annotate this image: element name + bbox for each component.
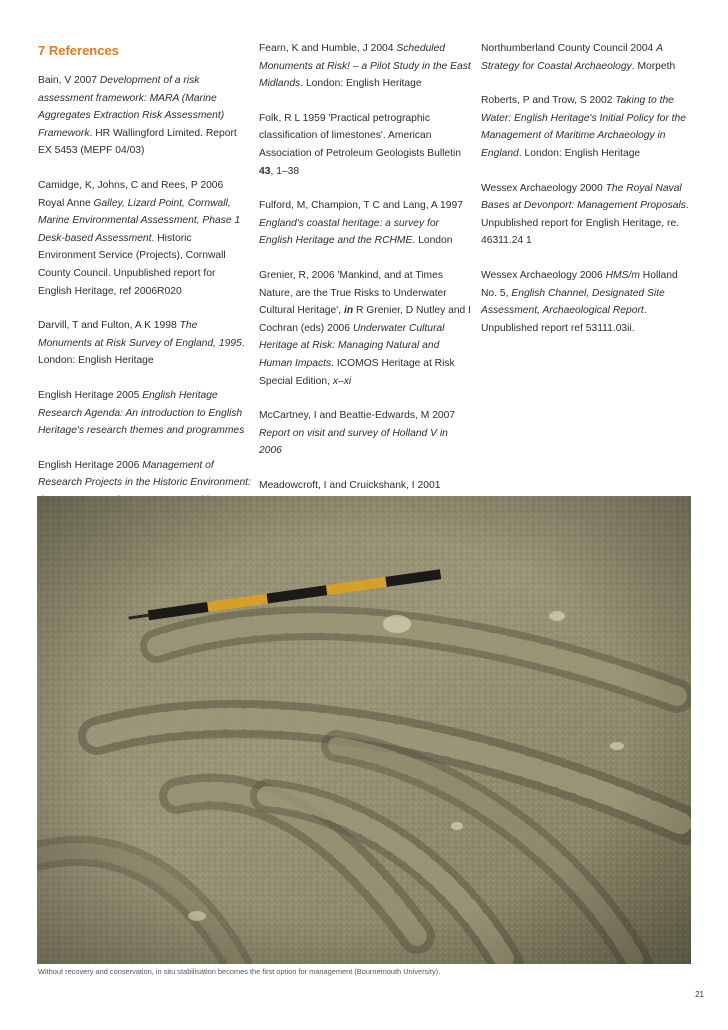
- photo-caption: Without recovery and conservation, in situ stabilisation becomes the first option for management (Bournemouth University).: [38, 967, 441, 976]
- reference-entry: Camidge, K, Johns, C and Rees, P 2006 Royal Anne Galley, Lizard Point, Cornwall, Marine Environmental Assessment, Phase 1 Desk-based Assessment. Historic Environment Service (Projects), Cornwall County Council. Unpublished report for English Heritage, ref 2006R020: [38, 179, 241, 297]
- reference-entry: English Heritage 2006 Management of Research Projects in the Historic Environment:: [38, 459, 251, 489]
- reference-entry: Northumberland County Council 2004 A Strategy for Coastal Archaeology. Morpeth: [481, 43, 676, 72]
- reference-entry: Meadowcroft, I and Cruickshank, I 2001: [259, 479, 441, 491]
- reference-entry: English Heritage 2005 English Heritage Research Agenda: An introduction to English Heritage's research themes and programmes: [38, 389, 245, 437]
- reference-entry: Grenier, R, 2006 'Mankind, and at Times Nature, are the True Risks to Underwater Cultural Heritage', in R Grenier, D Nutley and I Cochran (eds) 2006 Underwater Cultural Heritage at Risk: Managing Natural and Human Impacts. ICOMOS Heritage at Risk Special Edition, x–xi: [259, 269, 472, 387]
- seabed-photo: [37, 496, 691, 964]
- reference-entry: Wessex Archaeology 2006 HMS/m Holland No. 5, English Channel, Designated Site Assessment, Archaeological Report. Unpublished report ref 53111.03ii.: [481, 269, 678, 334]
- reference-entry: Folk, R L 1959 'Practical petrographic classification of limestones'. American Association of Petroleum Geologists Bulletin 43, 1–38: [259, 112, 462, 177]
- ref-list: [481, 40, 695, 337]
- section-heading: 7 References: [38, 43, 119, 58]
- reference-entry: McCartney, I and Beattie-Edwards, M 2007 Report on visit and survey of Holland V in 2006: [259, 410, 456, 457]
- reference-entry: Fearn, K and Humble, J 2004 Scheduled Monuments at Risk! – a Pilot Study in the East Midlands. London: English Heritage: [259, 43, 471, 90]
- reference-entry: Darvill, T and Fulton, A K 1998 The Monuments at Risk Survey of England, 1995. London: English Heritage: [38, 320, 245, 367]
- references-column-3: [481, 40, 695, 354]
- reference-entry: Fulford, M, Champion, T C and Lang, A 1997 England's coastal heritage: a survey for English Heritage and the RCHME. London: [259, 200, 463, 247]
- reference-entry: Wessex Archaeology 2000 The Royal Naval Bases at Devonport: Management Proposals. Unpublished report for English Heritage, re. 46311.24 1: [481, 182, 689, 247]
- reference-entry: Bain, V 2007 Development of a risk assessment framework: MARA (Marine Aggregates Extraction Risk Assessment) Framework. HR Wallingford Limited. Report EX 5453 (MEPF 04/03): [38, 75, 237, 157]
- page-number: 21: [695, 990, 704, 999]
- reference-entry: Roberts, P and Trow, S 2002 Taking to the Water: English Heritage's Initial Policy for the Management of Maritime Archaeology in England. London: English Heritage: [481, 95, 686, 159]
